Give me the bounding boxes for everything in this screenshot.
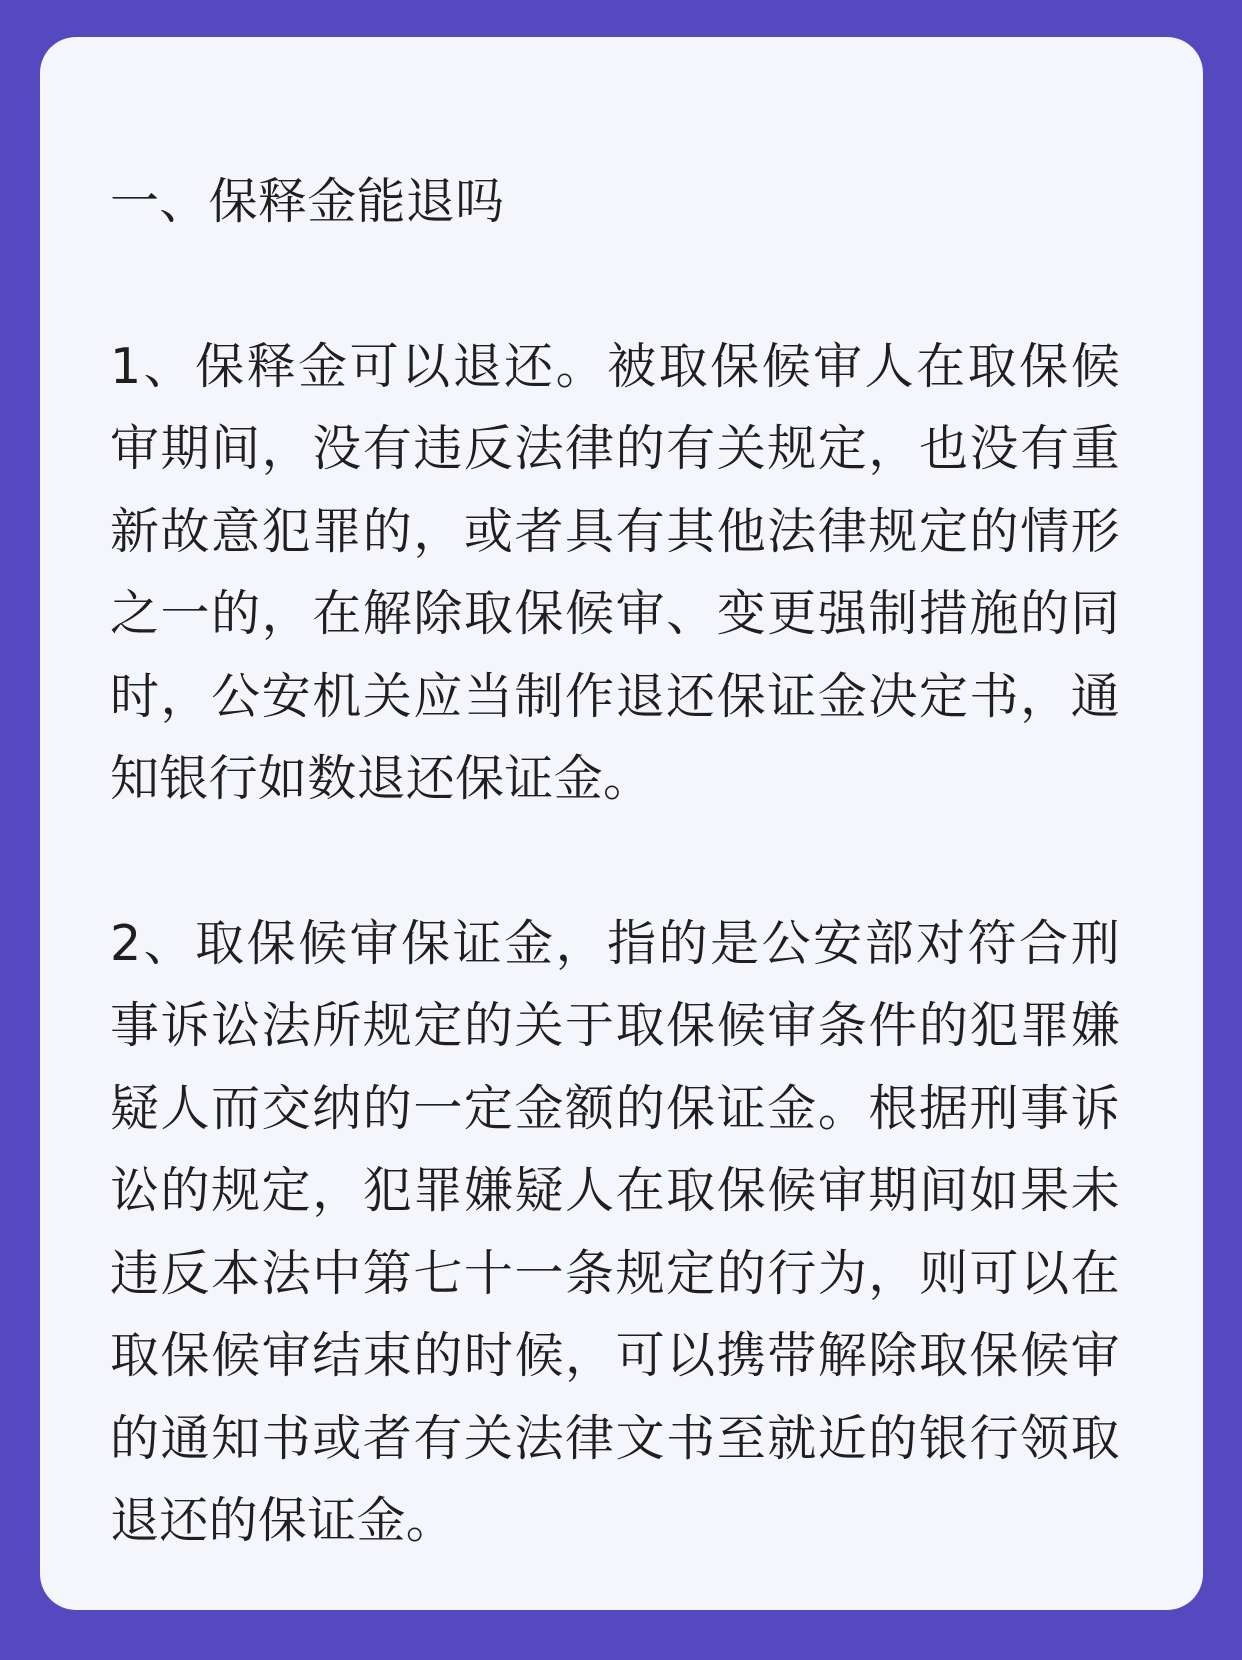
paragraph-2: 2、取保候审保证金，指的是公安部对符合刑事诉讼法所规定的关于取保候审条件的犯罪嫌疑人而交纳的一定金额的保证金。根据刑事诉讼的规定，犯罪嫌疑人在取保候审期间如果未违反本法中第七十一条规定的行为，则可以在取保候审结束的时候，可以携带解除取保候审的通知书或者有关法律文书至就近的银行领取退还的保证金。 — [110, 914, 1120, 1549]
article-body — [110, 161, 1120, 1563]
content-card — [40, 37, 1203, 1610]
paragraph-1: 1、保释金可以退还。被取保候审人在取保候审期间，没有违反法律的有关规定，也没有重新故意犯罪的，或者具有其他法律规定的情形之一的，在解除取保候审、变更强制措施的同时，公安机关应当制作退还保证金决定书，通知银行如数退还保证金。 — [110, 337, 1120, 807]
section-heading: 一、保释金能退吗 — [110, 173, 505, 230]
